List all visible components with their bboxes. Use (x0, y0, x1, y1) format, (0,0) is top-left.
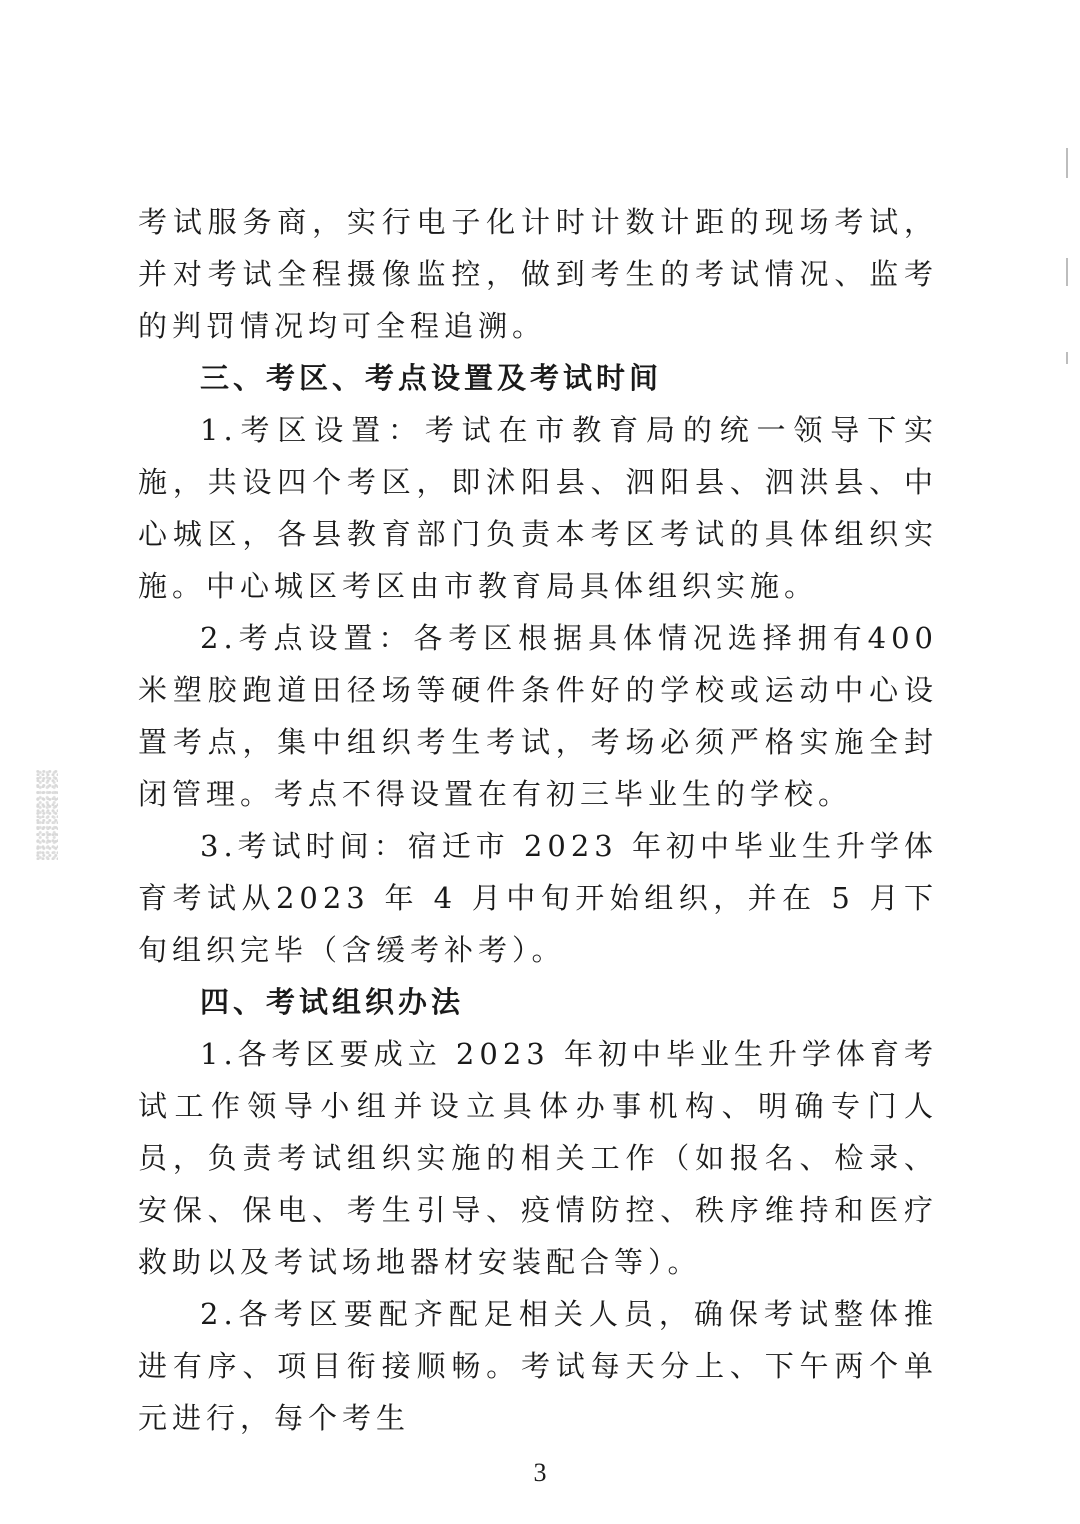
paragraph-continuation: 考试服务商，实行电子化计时计数计距的现场考试，并对考试全程摄像监控，做到考生的考试情况、监考的判罚情况均可全程追溯。 (138, 205, 938, 343)
paragraph-exam-sites: 2.考点设置：各考区根据具体情况选择拥有400米塑胶跑道田径场等硬件条件好的学校或运动中心设置考点，集中组织考生考试，考场必须严格实施全封闭管理。考点不得设置在有初三毕业生的学校。 (138, 621, 938, 811)
paragraph-exam-districts: 1.考区设置：考试在市教育局的统一领导下实施，共设四个考区，即沭阳县、泗阳县、泗洪县、中心城区，各县教育部门负责本考区考试的具体组织实施。中心城区考区由市教育局具体组织实施。 (138, 413, 938, 603)
paragraph-staffing: 2.各考区要配齐配足相关人员，确保考试整体推进有序、项目衔接顺畅。考试每天分上、下午两个单元进行，每个考生 (138, 1297, 938, 1435)
section-heading-3: 三、考区、考点设置及考试时间 (200, 361, 663, 395)
scan-artifact (1066, 258, 1068, 286)
page-number: 3 (533, 1458, 547, 1487)
scan-artifact (1066, 352, 1068, 364)
scan-artifact (1066, 148, 1068, 178)
paragraph-exam-time: 3.考试时间：宿迁市 2023 年初中毕业生升学体育考试从2023 年 4 月中旬开始组织，并在 5 月下旬组织完毕（含缓考补考）。 (138, 829, 938, 967)
paragraph-leadership-group: 1.各考区要成立 2023 年初中毕业生升学体育考试工作领导小组并设立具体办事机构、明确专门人员，负责考试组织实施的相关工作（如报名、检录、安保、保电、考生引导、疫情防控、秩序维持和医疗救助以及考试场地器材安装配合等）。 (138, 1037, 938, 1279)
scan-speckle (36, 770, 58, 860)
document-body (138, 196, 938, 1444)
section-heading-4: 四、考试组织办法 (200, 985, 465, 1019)
